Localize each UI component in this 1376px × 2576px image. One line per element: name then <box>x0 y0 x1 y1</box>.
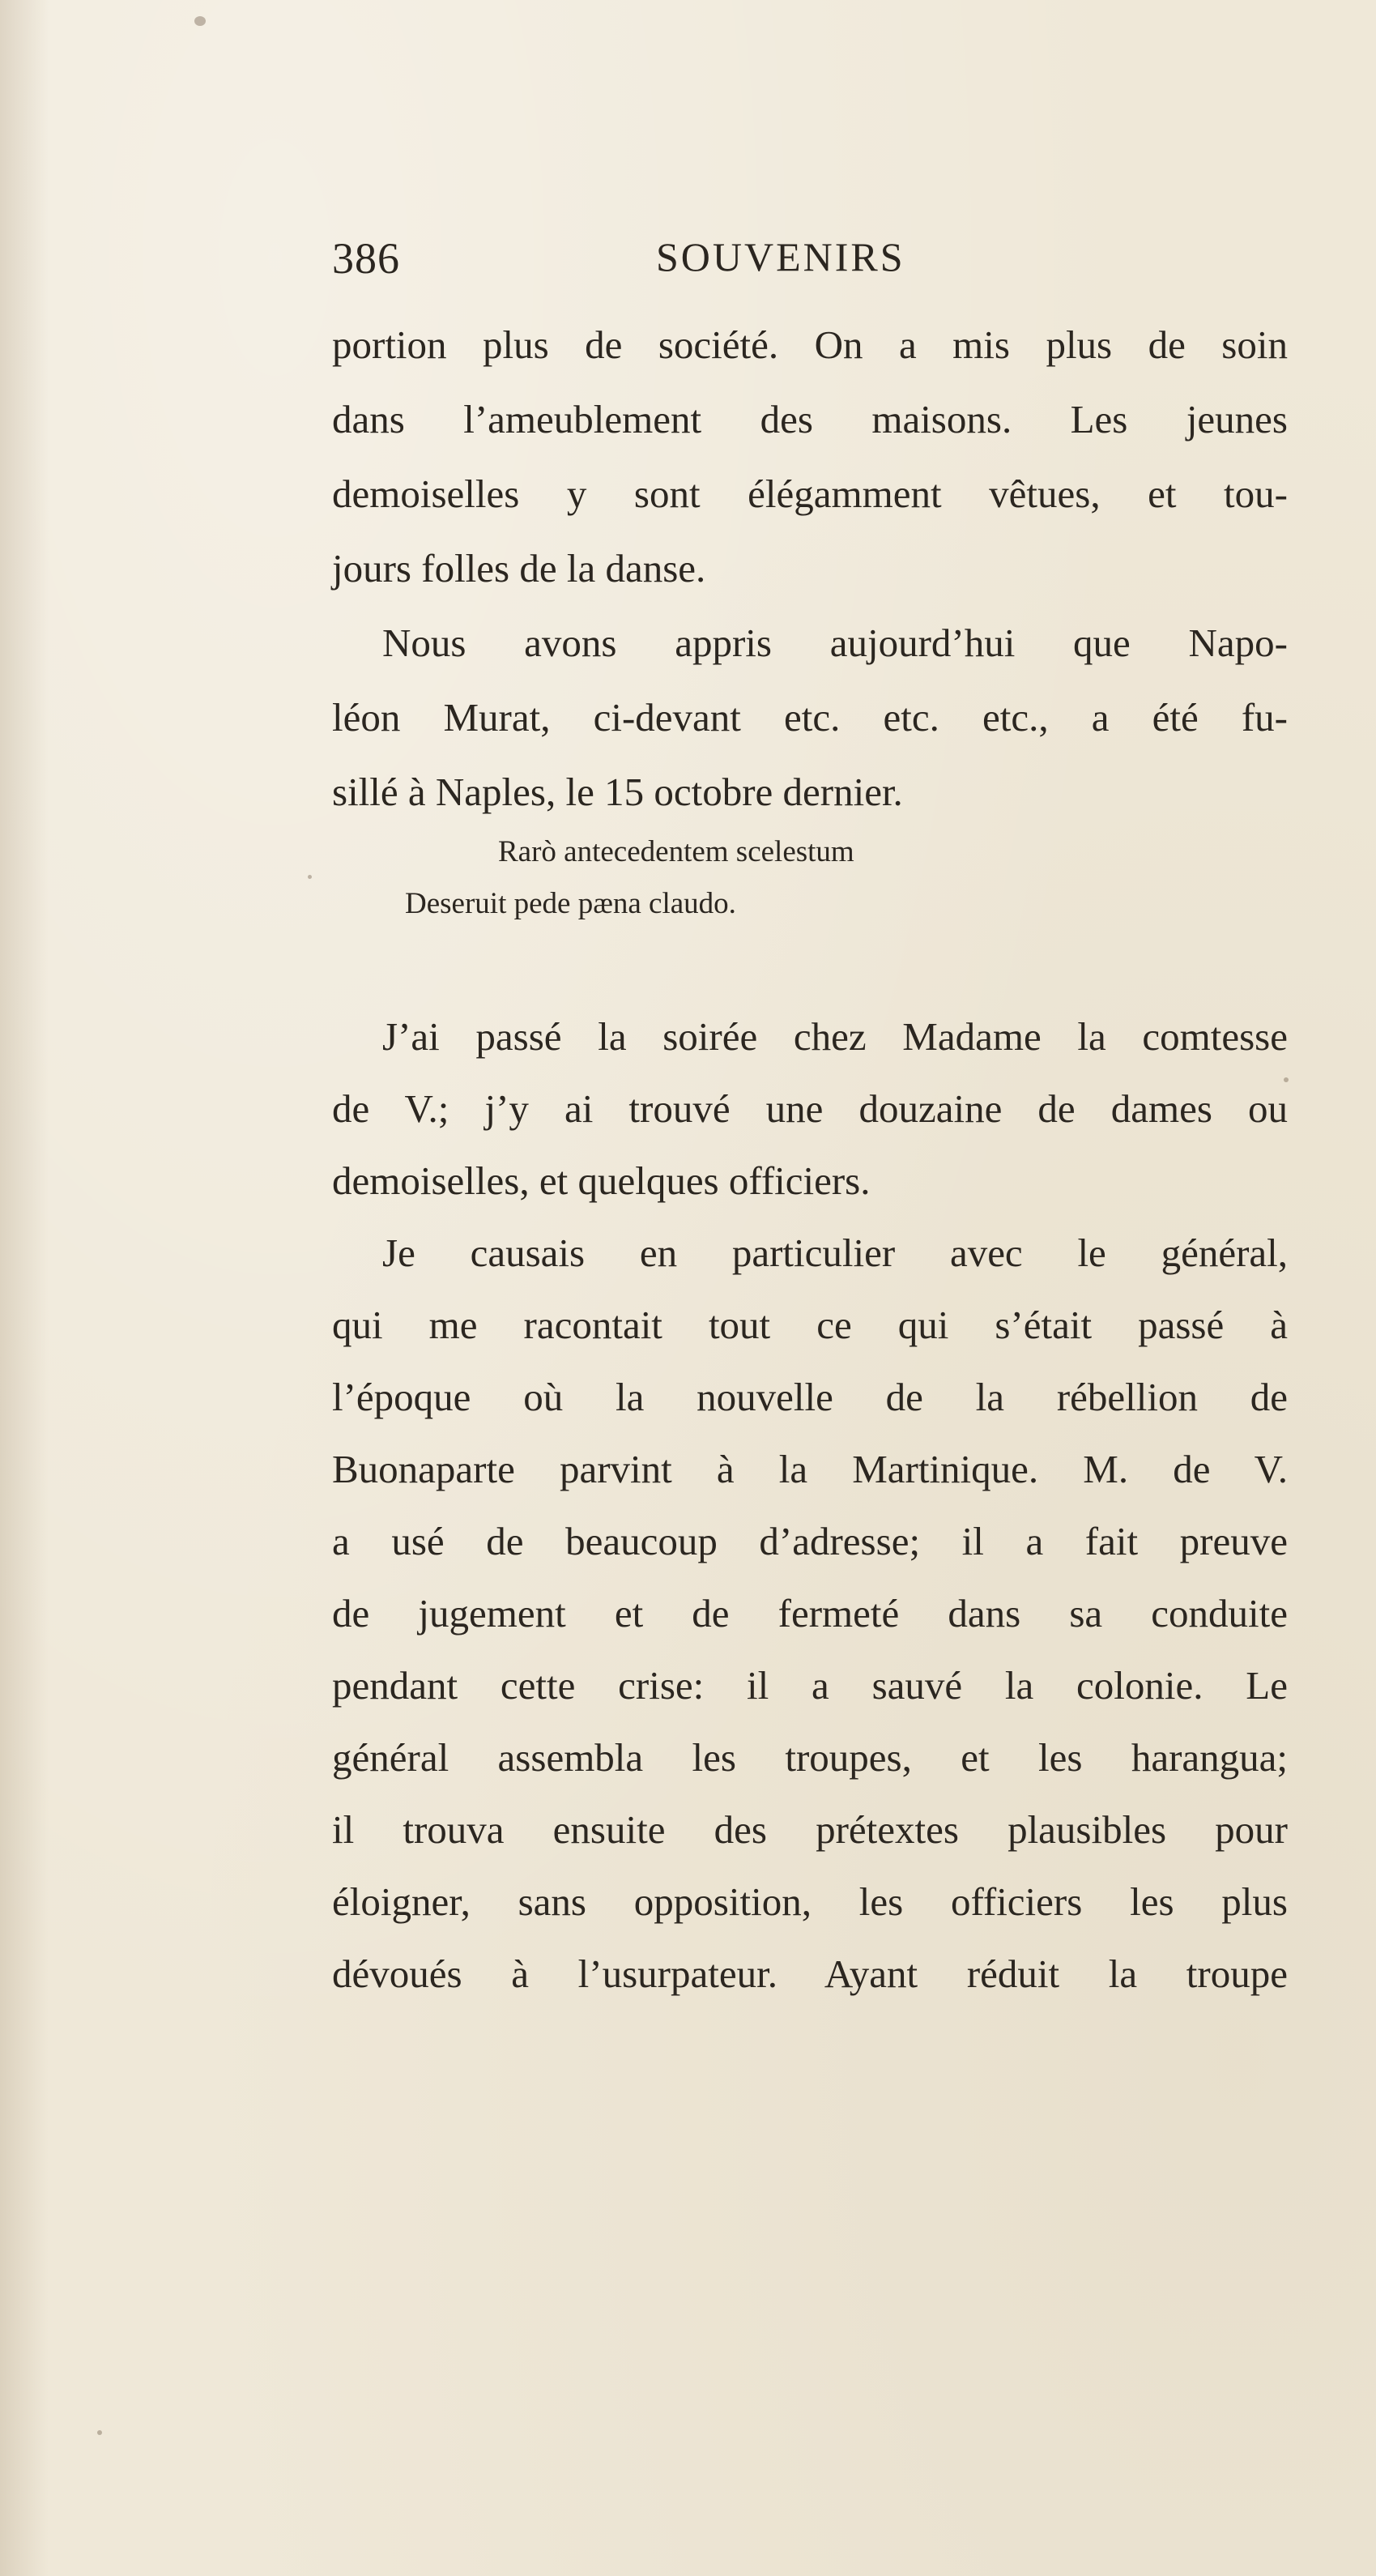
text-line: léon Murat, ci-devant etc. etc. etc., a été fu- <box>332 695 1288 740</box>
text-block-upper <box>332 308 1288 830</box>
paragraph-2 <box>332 606 1288 830</box>
latin-quotation <box>405 826 1053 930</box>
text-line: jours folles de la danse. <box>332 546 706 591</box>
text-line: dans l’ameublement des maisons. Les jeunes <box>332 397 1288 441</box>
text-line: demoiselles, et quelques officiers. <box>332 1158 871 1203</box>
text-line: éloigner, sans opposition, les officiers les plus <box>332 1879 1288 1924</box>
text-line: Je causais en particulier avec le général, <box>382 1230 1288 1275</box>
paper-speck <box>194 16 206 26</box>
page-header <box>332 233 1288 298</box>
paragraph-3 <box>332 1000 1288 1217</box>
paper-speck <box>308 875 312 879</box>
gutter-shadow <box>0 0 49 2576</box>
text-line: pendant cette crise: il a sauvé la colonie. Le <box>332 1663 1288 1708</box>
text-line: Nous avons appris aujourd’hui que Napo- <box>382 621 1288 665</box>
quote-line: Rarò antecedentem scelestum <box>498 835 854 868</box>
text-line: Buonaparte parvint à la Martinique. M. de V. <box>332 1447 1288 1491</box>
text-line: sillé à Naples, le 15 octobre dernier. <box>332 770 903 814</box>
paper-speck <box>1284 1077 1289 1082</box>
text-line: de jugement et de fermeté dans sa conduite <box>332 1591 1288 1636</box>
page-number: 386 <box>332 234 400 283</box>
text-line: portion plus de société. On a mis plus de soin <box>332 322 1288 367</box>
text-line: J’ai passé la soirée chez Madame la comtesse <box>382 1014 1288 1059</box>
paragraph-4 <box>332 1217 1288 2010</box>
running-head: SOUVENIRS <box>656 234 905 279</box>
quote-line: Deseruit pede pæna claudo. <box>405 887 736 920</box>
text-block-lower <box>332 1000 1288 2010</box>
paper-speck <box>97 2430 102 2435</box>
text-line: il trouva ensuite des prétextes plausibles pour <box>332 1807 1288 1852</box>
paragraph-1 <box>332 308 1288 606</box>
text-line: a usé de beaucoup d’adresse; il a fait preuve <box>332 1519 1288 1563</box>
text-line: dévoués à l’usurpateur. Ayant réduit la troupe <box>332 1951 1288 1996</box>
text-line: l’époque où la nouvelle de la rébellion de <box>332 1375 1288 1419</box>
text-line: de V.; j’y ai trouvé une douzaine de dames ou <box>332 1086 1288 1131</box>
text-line: demoiselles y sont élégamment vêtues, et tou- <box>332 471 1288 516</box>
text-line: général assembla les troupes, et les harangua; <box>332 1735 1288 1780</box>
text-line: qui me racontait tout ce qui s’était passé à <box>332 1303 1288 1347</box>
